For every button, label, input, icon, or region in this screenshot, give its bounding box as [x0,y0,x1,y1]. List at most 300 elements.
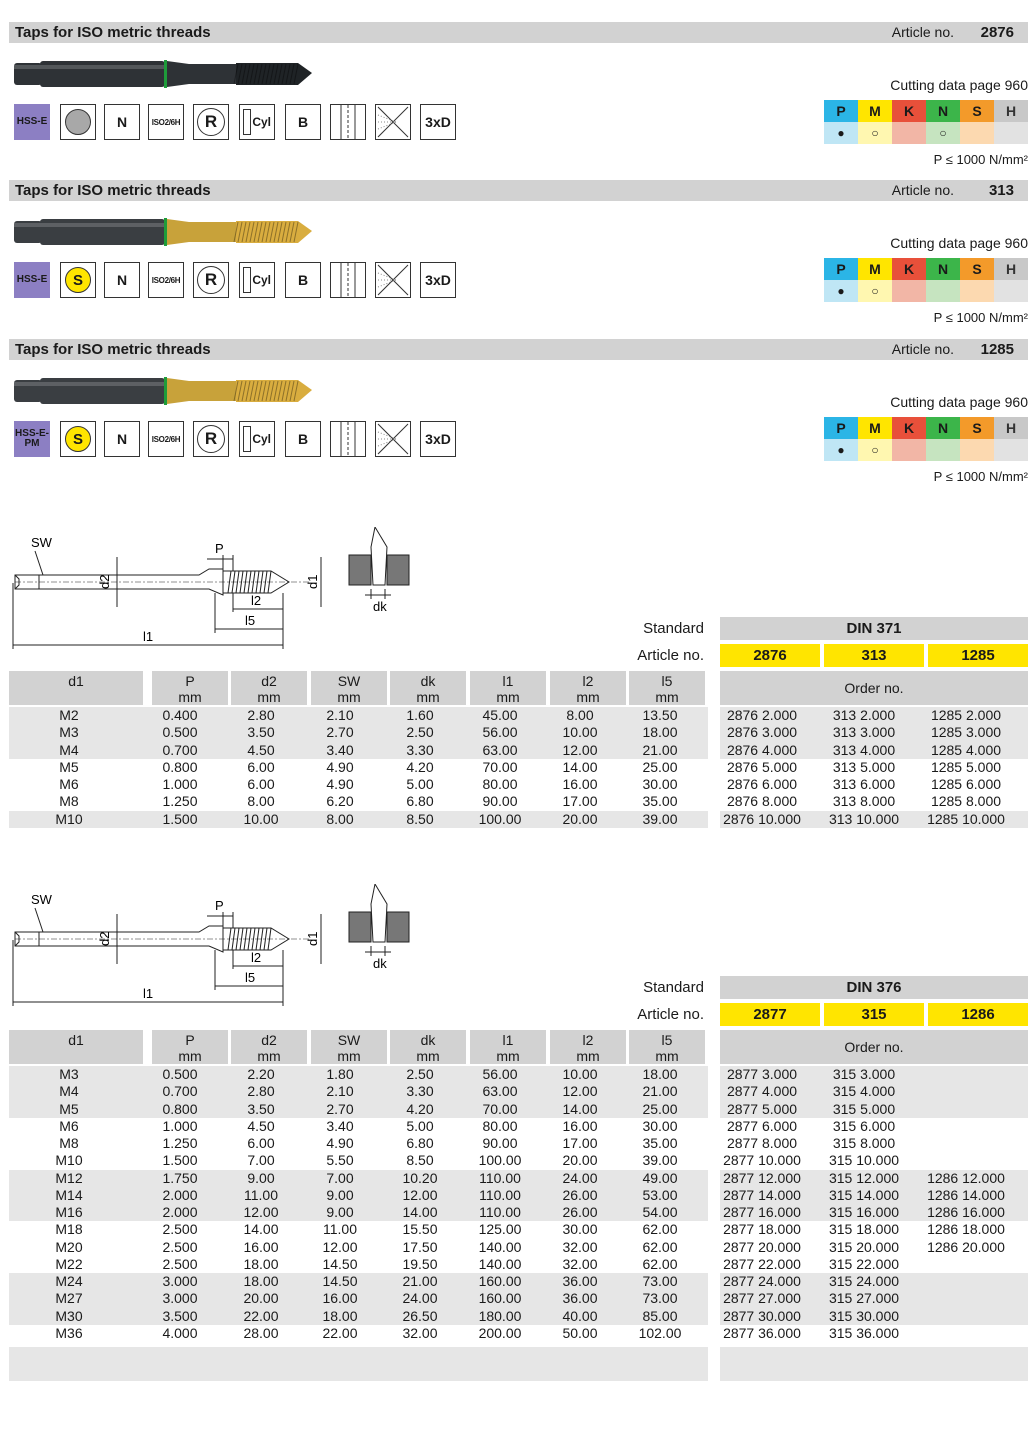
material-hss-badge [14,262,50,298]
order-number: 315 8.000 [832,1135,896,1151]
article-label: Article no. [891,24,954,40]
p-label: P [215,898,224,913]
iso-tolerance-symbol [148,104,184,140]
table-cell: 1.500 [162,1152,198,1169]
table-cell: 15.50 [402,1221,438,1238]
section-header [9,22,1028,43]
table-cell: 36.00 [562,1290,598,1307]
table-cell: 10.20 [402,1169,438,1186]
order-number: 2877 14.000 [723,1186,801,1203]
column-header-name: P [185,1032,195,1048]
table-cell: 1.000 [162,776,198,792]
column-header [311,671,387,705]
table-cell: 50.00 [562,1324,598,1341]
order-number: 2876 10.000 [723,810,801,827]
section-title: Taps for ISO metric threads [15,341,211,358]
coating-symbol [60,104,96,140]
table-row [0,1273,1036,1290]
table-row [0,1118,1036,1135]
table-cell: 6.00 [247,776,275,792]
p-label: P [215,541,224,556]
through-hole-icon [330,421,366,457]
right-hand-symbol [193,104,229,140]
order-number: 315 6.000 [832,1117,896,1134]
table-cell: 36.00 [562,1273,598,1289]
table-cell: 2.20 [247,1066,275,1082]
table-cell: 30.00 [642,1117,678,1134]
table-cell: 80.00 [482,1117,518,1134]
order-number: 1285 5.000 [930,758,1002,775]
order-number: 2877 30.000 [723,1307,801,1324]
table-cell: 18.00 [243,1273,279,1289]
table-cell: 70.00 [482,758,518,775]
column-header [470,1030,546,1064]
table-cell: 0.700 [162,741,198,758]
order-number: 315 24.000 [828,1273,900,1289]
article-number-badge: 2876 [720,644,820,667]
table-cell: 90.00 [482,793,518,810]
table-cell: 12.00 [562,1083,598,1100]
table-cell: 85.00 [642,1307,678,1324]
iso-tolerance-label: ISO2/6H [151,117,181,127]
l2-label: l2 [251,950,262,965]
table-cell: 2.500 [162,1221,198,1238]
type-n-label: N [116,272,128,288]
table-cell: 35.00 [642,1135,678,1151]
rotation-label: R [204,112,218,131]
order-number: 313 10.000 [828,810,900,827]
order-number: 1286 12.000 [927,1169,1005,1186]
order-number: 1285 4.000 [930,741,1002,758]
table-cell: M30 [55,1307,83,1324]
table-cell: 180.00 [478,1307,522,1324]
table-cell: 8.50 [406,810,434,827]
material-group-m: M [858,100,892,122]
strength-note: P ≤ 1000 N/mm² [933,469,1028,484]
table-cell: 62.00 [642,1238,678,1255]
table-cell: 56.00 [482,1066,518,1082]
table-row [0,742,1036,759]
material-group-p: P [824,417,858,439]
table-cell: 140.00 [478,1255,522,1272]
material-group-s: S [960,417,994,439]
through-hole-icon [330,104,366,140]
article-number-badge: 315 [824,1003,924,1026]
coating-circle-icon [65,109,91,135]
order-number: 2876 4.000 [726,741,798,758]
standard-label: Standard [643,979,704,996]
table-cell: 6.80 [406,793,434,810]
tool-image [14,373,314,412]
table-cell: M5 [59,758,79,775]
shank-icon [243,109,251,135]
material-group-s: S [960,100,994,122]
table-cell: 5.00 [406,776,434,792]
material-rating [926,439,960,461]
table-cell: 21.00 [642,1083,678,1100]
table-row [0,1239,1036,1256]
material-group-h: H [994,258,1028,280]
coolant-icon [375,421,411,457]
d2-label: d2 [97,931,112,946]
material-rating [892,280,926,302]
material-group-h: H [994,417,1028,439]
article-number-badge: 1286 [928,1003,1028,1026]
material-group-s: S [960,258,994,280]
table-cell: 14.00 [243,1221,279,1238]
table-row [0,724,1036,741]
type-n-symbol [104,421,140,457]
type-n-label: N [116,431,128,447]
column-header-name: d2 [261,1032,277,1048]
column-header-unit: mm [655,689,679,705]
material-rating [960,280,994,302]
table-cell: 19.50 [402,1255,438,1272]
material-rating: ○ [926,122,960,144]
material-group-h: H [994,100,1028,122]
column-header-name: l5 [661,673,673,689]
table-cell: 63.00 [482,1083,518,1100]
column-header-name: d1 [68,673,84,689]
column-header-unit: mm [576,1048,600,1064]
article-number: 313 [988,182,1014,199]
table-cell: 16.00 [322,1290,358,1307]
order-number: 315 12.000 [828,1169,900,1186]
material-group-n: N [926,258,960,280]
table-cell: 4.50 [247,741,275,758]
table-cell: 100.00 [478,810,522,827]
chamfer-b-label: B [297,431,309,447]
order-no-header: Order no. [720,671,1028,705]
column-header-unit: mm [178,689,202,705]
table-cell: 0.500 [162,724,198,741]
table-row [0,1256,1036,1273]
order-number: 2877 22.000 [723,1255,801,1272]
cylindrical-shank-symbol [239,421,275,457]
table-cell: M20 [55,1238,83,1255]
column-header-name: d2 [261,673,277,689]
cylindrical-shank-symbol [239,104,275,140]
material-rating: ○ [858,439,892,461]
table-cell: 4.50 [247,1117,275,1134]
cutting-data-ref: Cutting data page 960 [890,394,1028,410]
l1-label: l1 [143,629,154,644]
order-number: 315 3.000 [832,1066,896,1082]
table-cell: M8 [59,1135,79,1151]
table-cell: 6.00 [247,758,275,775]
table-footer-shade [720,1347,1028,1381]
rotation-icon [197,266,225,294]
table-cell: 56.00 [482,724,518,741]
table-cell: 26.00 [562,1186,598,1203]
order-number: 315 14.000 [828,1186,900,1203]
material-group-m: M [858,417,892,439]
column-header-unit: mm [496,689,520,705]
order-number: 2877 3.000 [726,1066,798,1082]
table-row [0,1204,1036,1221]
table-cell: M24 [55,1273,83,1289]
cyl-label: Cyl [252,273,271,287]
column-header [629,671,705,705]
table-cell: 73.00 [642,1290,678,1307]
material-rating: ○ [858,122,892,144]
table-cell: 63.00 [482,741,518,758]
table-cell: 3.40 [326,1117,354,1134]
type-n-label: N [116,114,128,130]
table-cell: 25.00 [642,1100,678,1117]
iso-tolerance-label: ISO2/6H [151,275,181,285]
table-row [0,1221,1036,1238]
table-cell: 24.00 [402,1290,438,1307]
table-row [0,793,1036,810]
rotation-label: R [204,429,218,448]
cyl-label: Cyl [252,432,271,446]
article-number: 1285 [980,341,1014,358]
l2-label: l2 [251,593,262,608]
coolant-icon [375,104,411,140]
table-cell: 3.500 [162,1307,198,1324]
table-cell: 2.000 [162,1204,198,1220]
shank-icon [243,426,251,452]
column-header-unit: mm [576,689,600,705]
table-cell: 3.30 [406,741,434,758]
chamfer-b-symbol [285,262,321,298]
table-cell: 8.00 [566,707,594,723]
table-cell: 2.500 [162,1255,198,1272]
iso-tolerance-label: ISO2/6H [151,434,181,444]
order-number: 2876 3.000 [726,724,798,741]
table-cell: 16.00 [562,776,598,792]
tap-tool-image [14,373,314,407]
depth-symbol [420,262,456,298]
table-row [0,1308,1036,1325]
table-cell: 2.70 [326,1100,354,1117]
table-cell: 14.00 [402,1204,438,1220]
table-cell: M16 [55,1204,83,1220]
table-row [0,1066,1036,1083]
table-cell: M6 [59,776,79,792]
order-number: 315 20.000 [828,1238,900,1255]
sw-label: SW [31,535,52,550]
table-cell: 2.000 [162,1186,198,1203]
table-cell: 54.00 [642,1204,678,1220]
tap-dimension-diagram [9,527,429,662]
l5-label: l5 [245,613,256,628]
table-cell: 18.00 [642,1066,678,1082]
column-header-unit: mm [416,1048,440,1064]
material-rating [994,439,1028,461]
table-cell: 22.00 [243,1307,279,1324]
column-header-unit: mm [257,1048,281,1064]
standard-value: DIN 371 [720,617,1028,640]
order-number: 315 36.000 [828,1324,900,1341]
coating-letter: S [72,430,83,448]
table-cell: M4 [59,741,79,758]
table-cell: 25.00 [642,758,678,775]
standard-value: DIN 376 [720,976,1028,999]
table-cell: 5.50 [326,1152,354,1169]
table-cell: 18.00 [243,1255,279,1272]
material-group-m: M [858,258,892,280]
table-row [0,1290,1036,1307]
order-no-header: Order no. [720,1030,1028,1064]
column-header-unit: mm [337,1048,361,1064]
order-number: 313 6.000 [832,776,896,792]
table-cell: 102.00 [638,1324,682,1341]
table-cell: 18.00 [642,724,678,741]
table-cell: 32.00 [562,1238,598,1255]
table-cell: 14.00 [562,758,598,775]
order-number: 2877 4.000 [726,1083,798,1100]
table-row [0,811,1036,828]
rotation-icon [197,425,225,453]
table-cell: 0.500 [162,1066,198,1082]
coating-letter: S [72,271,83,289]
order-number: 2876 6.000 [726,776,798,792]
table-cell: 1.250 [162,1135,198,1151]
type-n-symbol [104,104,140,140]
iso-tolerance-symbol [148,262,184,298]
table-cell: 12.00 [322,1238,358,1255]
table-cell: 28.00 [243,1324,279,1341]
table-cell: 17.50 [402,1238,438,1255]
material-group-p: P [824,258,858,280]
table-cell: 20.00 [562,1152,598,1169]
table-cell: 6.80 [406,1135,434,1151]
l1-label: l1 [143,986,154,1001]
material-rating [960,122,994,144]
article-number-badge: 2877 [720,1003,820,1026]
material-suitability-grid [824,417,1028,461]
order-number: 313 3.000 [832,724,896,741]
section-header [9,339,1028,360]
right-hand-symbol [193,262,229,298]
depth-label: 3xD [425,272,451,288]
table-cell: 0.800 [162,1100,198,1117]
sw-label: SW [31,892,52,907]
column-header [629,1030,705,1064]
article-label: Article no. [891,182,954,198]
table-cell: 3.000 [162,1290,198,1307]
order-number: 315 16.000 [828,1204,900,1220]
order-number: 313 2.000 [832,707,896,723]
table-cell: 20.00 [562,810,598,827]
table-cell: 0.700 [162,1083,198,1100]
table-cell: 39.00 [642,810,678,827]
table-row [0,1325,1036,1342]
table-cell: M18 [55,1221,83,1238]
chamfer-b-symbol [285,104,321,140]
table-cell: 1.000 [162,1117,198,1134]
table-cell: 73.00 [642,1273,678,1289]
chamfer-b-symbol [285,421,321,457]
order-number: 1286 16.000 [927,1204,1005,1220]
table-cell: 2.10 [326,1083,354,1100]
table-cell: 30.00 [562,1221,598,1238]
table-cell: 14.50 [322,1273,358,1289]
table-cell: 110.00 [479,1204,521,1220]
table-cell: 8.00 [247,793,275,810]
table-row [0,707,1036,724]
order-number: 315 30.000 [828,1307,900,1324]
table-cell: 11.00 [244,1186,278,1203]
order-number: 2876 8.000 [726,793,798,810]
table-cell: M22 [55,1255,83,1272]
column-header-unit: mm [416,689,440,705]
table-cell: 80.00 [482,776,518,792]
table-cell: 4.20 [406,758,434,775]
table-cell: M8 [59,793,79,810]
table-cell: 9.00 [247,1169,275,1186]
column-header [9,1030,143,1064]
table-cell: 1.500 [162,810,198,827]
table-cell: M6 [59,1117,79,1134]
through-hole-icon [330,262,366,298]
table-cell: 125.00 [478,1221,522,1238]
cutting-data-ref: Cutting data page 960 [890,77,1028,93]
table-cell: M3 [59,724,79,741]
column-header-unit: mm [178,1048,202,1064]
table-cell: 9.00 [326,1186,354,1203]
table-cell: 0.800 [162,758,198,775]
order-number: 315 10.000 [828,1152,900,1169]
table-cell: M2 [59,707,79,723]
column-header-name: SW [337,1032,361,1048]
rotation-label: R [204,270,218,289]
table-cell: M14 [55,1186,83,1203]
table-cell: 6.00 [247,1135,275,1151]
depth-label: 3xD [425,431,451,447]
table-cell: 8.00 [326,810,354,827]
table-cell: 53.00 [642,1186,678,1203]
order-number: 315 18.000 [828,1221,900,1238]
order-number: 313 4.000 [832,741,896,758]
material-hss-badge [14,104,50,140]
material-group-k: K [892,417,926,439]
table-cell: 3.000 [162,1273,198,1289]
table-cell: 3.30 [406,1083,434,1100]
chamfer-b-label: B [297,272,309,288]
table-cell: 17.00 [562,793,598,810]
material-group-n: N [926,417,960,439]
table-cell: 160.00 [478,1273,522,1289]
rotation-icon [197,108,225,136]
table-cell: 21.00 [402,1273,438,1289]
tap-tool-image [14,56,314,90]
material-label: HSS-E-PM [15,428,49,449]
table-cell: 40.00 [562,1307,598,1324]
column-header-name: dk [420,673,436,689]
depth-symbol [420,421,456,457]
column-header-name: l5 [661,1032,673,1048]
order-number: 2877 10.000 [723,1152,801,1169]
column-header-name: l1 [502,1032,514,1048]
right-hand-symbol [193,421,229,457]
strength-note: P ≤ 1000 N/mm² [933,310,1028,325]
table-cell: 4.90 [326,1135,354,1151]
section-title: Taps for ISO metric threads [15,182,211,199]
table-cell: 45.00 [482,707,518,723]
material-rating: ● [824,122,858,144]
column-header [550,1030,626,1064]
article-label: Article no. [891,341,954,357]
table-cell: M4 [59,1083,79,1100]
table-cell: 160.00 [478,1290,522,1307]
material-rating [926,280,960,302]
coolant-icon [375,262,411,298]
column-header [550,671,626,705]
d1-label: d1 [305,931,320,946]
